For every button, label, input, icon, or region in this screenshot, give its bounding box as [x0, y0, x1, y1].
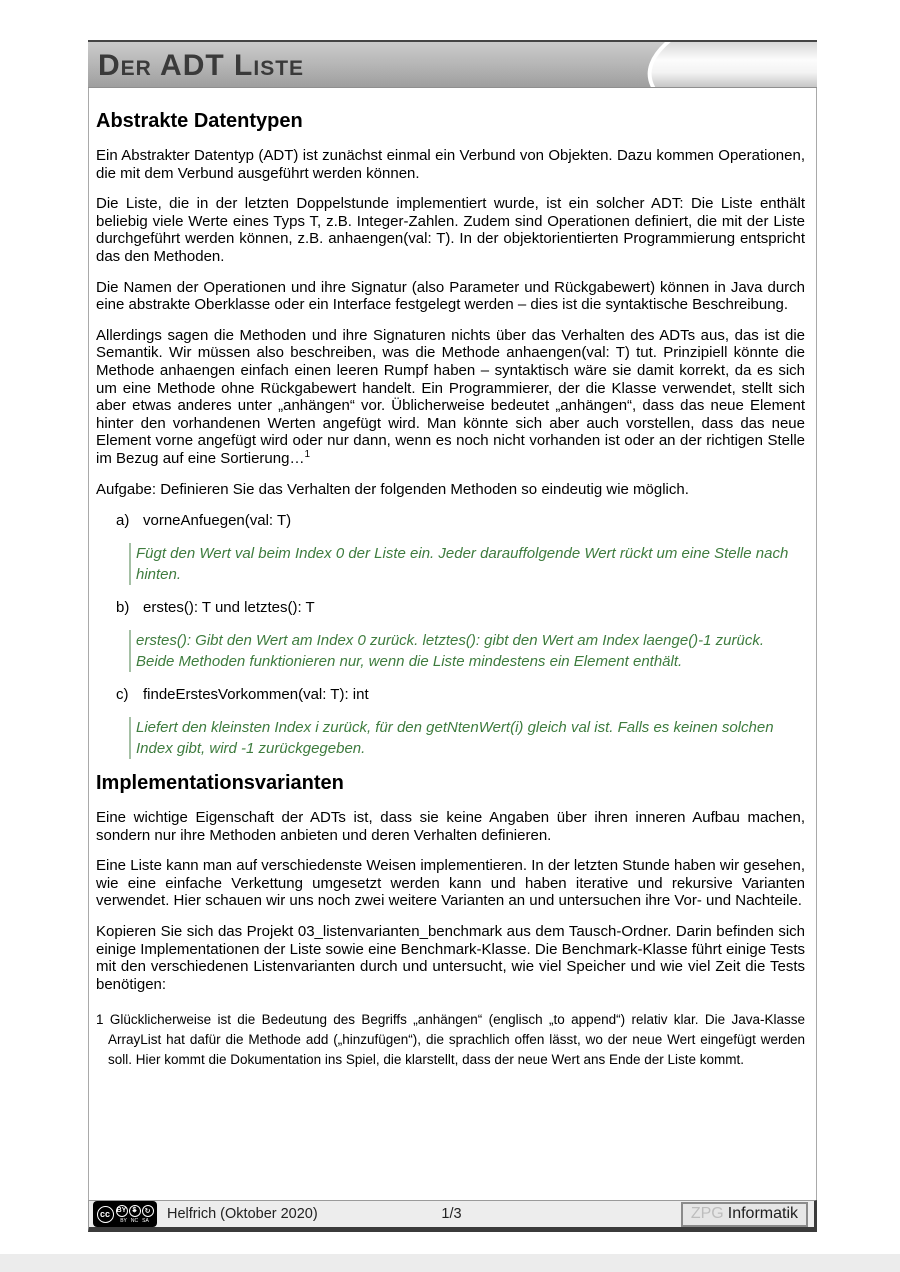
paragraph: Ein Abstrakter Datentyp (ADT) ist zunächst einmal ein Verbund von Objekten. Dazu kommen Operationen, die mit dem Verbund ausgeführt werden können. — [96, 147, 805, 182]
page-footer — [88, 1200, 817, 1232]
page-title: Der ADT Liste — [98, 49, 305, 82]
worksheet — [88, 40, 817, 1232]
paragraph: Eine Liste kann man auf verschiedenste Weisen implementieren. In der letzten Stunde haben wir gesehen, wie eine einfache Verkettung umgesetzt werden kann und haben iterative und rekursive Varianten verwendet. Hier schauen wir uns noch zwei weitere Varianten an und untersuchen ihre Vor- und Nachteile. — [96, 857, 805, 910]
cc-nc-icon — [129, 1205, 141, 1217]
list-item-c — [96, 686, 805, 704]
list-marker: c) — [116, 686, 129, 704]
cc-by-icon: BY — [116, 1205, 128, 1217]
answer-text-c: Liefert den kleinsten Index i zurück, für den getNtenWert(i) gleich val ist. Falls es keinen solchen Index gibt, wird -1 zurückgegeben. — [129, 717, 791, 759]
list-marker: a) — [116, 512, 130, 530]
document-content — [88, 88, 817, 1200]
list-marker: b) — [116, 599, 130, 617]
zpg-label: ZPG — [690, 1204, 724, 1222]
informatik-label: Informatik — [727, 1204, 798, 1222]
cc-sub-by: BY — [120, 1217, 127, 1224]
page-edge — [0, 1254, 900, 1272]
section-heading-abstrakte-datentypen: Abstrakte Datentypen — [96, 110, 303, 132]
method-signature: findeErstesVorkommen(val: T): int — [143, 686, 369, 704]
zpg-informatik-logo — [681, 1202, 808, 1227]
paragraph — [96, 327, 805, 468]
footnote — [96, 1010, 805, 1070]
paragraph: Eine wichtige Eigenschaft der ADTs ist, dass sie keine Angaben über ihren inneren Aufbau machen, sondern nur ihre Methoden anbieten und deren Verhalten definieren. — [96, 809, 805, 844]
author-date: Helfrich (Oktober 2020) — [167, 1206, 318, 1222]
cc-sub-sa: SA — [142, 1217, 149, 1224]
cc-license-badge — [93, 1201, 157, 1227]
list-item-b — [96, 599, 805, 617]
cc-sub-nc: NC — [130, 1217, 139, 1224]
answer-text-a: Fügt den Wert val beim Index 0 der Liste ein. Jeder darauffolgende Wert rückt um eine Stelle nach hinten. — [129, 543, 791, 585]
paragraph: Die Liste, die in der letzten Doppelstunde implementiert wurde, ist ein solcher ADT: Die Liste enthält beliebig viele Werte eines Typs T, z.B. Integer-Zahlen. Zudem sind Operationen definiert, die mit der Liste durchgeführt werden können, z.B. anhaengen(val: T). In der objektorientierten Programmierung entspricht das den Methoden. — [96, 195, 805, 265]
method-signature: erstes(): T und letztes(): T — [143, 599, 315, 617]
paragraph: Kopieren Sie sich das Projekt 03_listenvarianten_benchmark aus dem Tausch-Ordner. Darin befinden sich einige Implementationen der Liste sowie eine Benchmark-Klasse. Die Benchmark-Klasse führt einige Tests mit den verschiedenen Listenvarianten durch und untersucht, wie viel Speicher und wie viel Zeit die Tests benötigen: — [96, 923, 805, 993]
method-signature: vorneAnfuegen(val: T) — [143, 512, 292, 530]
section-heading-implementationsvarianten: Implementationsvarianten — [96, 772, 344, 795]
list-item-a — [96, 512, 805, 530]
footnote-reference: 1 — [304, 448, 311, 460]
cc-logo-icon: cc — [97, 1206, 114, 1223]
paragraph: Die Namen der Operationen und ihre Signatur (also Parameter und Rückgabewert) können in Java durch eine abstrakte Oberklasse oder ein Interface festgelegt werden – dies ist die syntaktische Beschreibung. — [96, 278, 805, 314]
footnote-text: Glücklicherweise ist die Bedeutung des Begriffs „anhängen“ (englisch „to append“) relativ klar. Die Java-Klasse ArrayList hat dafür die Methode add („hinzufügen“), die sprachlich offen lässt, wo der neue Wert eingefügt werden soll. Hier kommt die Dokumentation ins Spiel, die klarstellt, dass der neue Wert ans Ende der Liste kommt. — [103, 1012, 805, 1068]
footnote-marker: 1 — [96, 1012, 104, 1028]
header-swoosh — [650, 42, 817, 87]
cc-icon-cluster — [116, 1205, 154, 1224]
task-intro: Aufgabe: Definieren Sie das Verhalten der folgenden Methoden so eindeutig wie möglich. — [96, 480, 689, 498]
cc-sa-icon: ↻ — [142, 1205, 154, 1217]
answer-text-b: erstes(): Gibt den Wert am Index 0 zurück. letztes(): gibt den Wert am Index laenge()-1 zurück. Beide Methoden funktionieren nur, wenn die Liste mindestens ein Element enthält. — [129, 630, 791, 672]
paragraph-text: Allerdings sagen die Methoden und ihre Signaturen nichts über das Verhalten des ADTs aus, das ist die Semantik. Wir müssen also beschreiben, was die Methode anhaengen(val: T) tut. Prinzipiell könnte die Methode anhaengen einfach einen leeren Rumpf haben – syntaktisch wäre sie damit korrekt, da es sich um eine Methode ohne Rückgabewert handelt. Ein Programmierer, der die Klasse verwendet, stellt sich aber etwas anderes unter „anhängen“ vor. Üblicherweise bedeutet „anhängen“, dass das neue Element hinter den vorhandenen Werten angefügt wird. Man könnte sich aber auch vorstellen, dass das neue Element vorne angefügt wird oder nur dann, wenn es noch nicht vorhanden ist oder an der richtigen Stelle im Bezug auf eine Sortierung… — [96, 326, 805, 467]
title-bar — [88, 40, 817, 88]
page-indicator: 1/3 — [441, 1206, 462, 1222]
cc-nc-glyph: $ — [132, 1207, 137, 1214]
